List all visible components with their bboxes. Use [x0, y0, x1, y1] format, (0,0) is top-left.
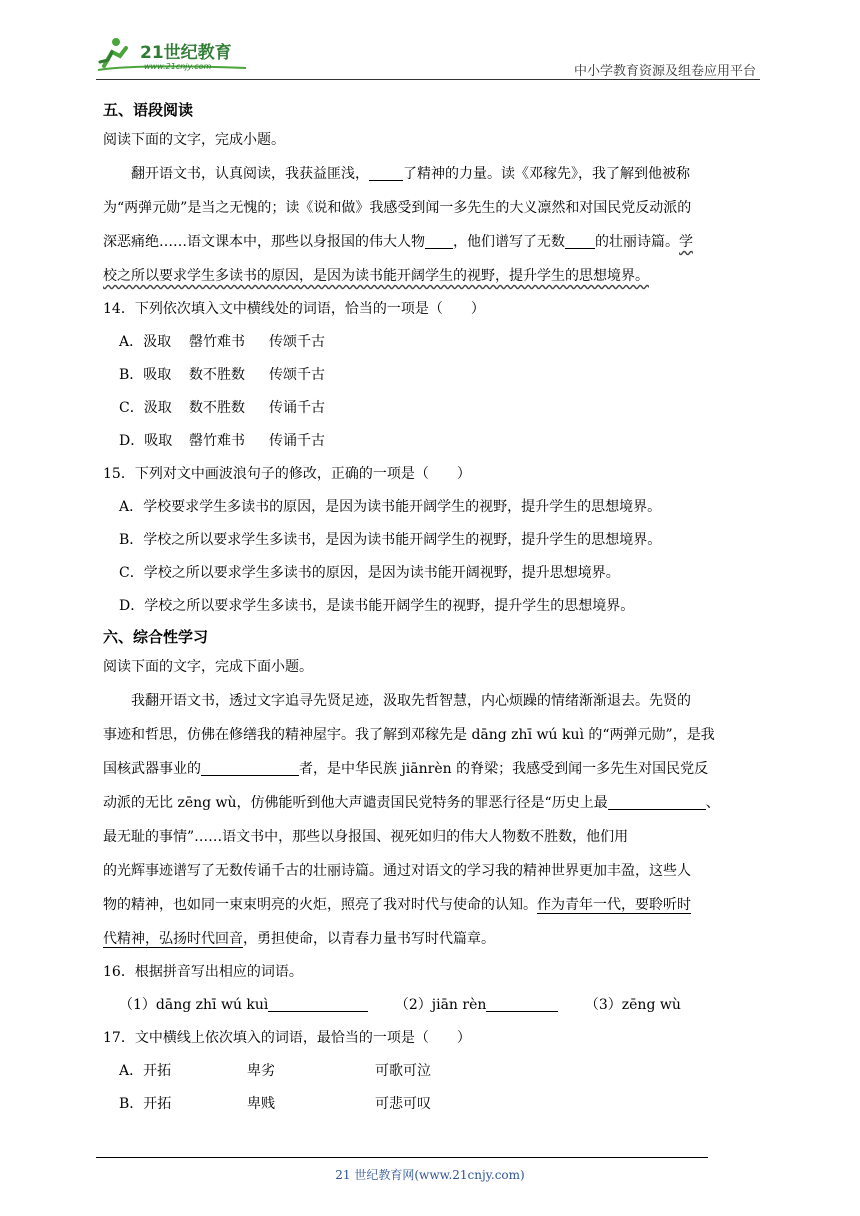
q17-option-a[interactable]: A．开拓 卑劣 可歌可泣 — [119, 1063, 431, 1079]
q15-option-d[interactable]: D．学校之所以要求学生多读书，是读书能开阔学生的视野，提升学生的思想境界。 — [119, 598, 635, 614]
q16-item-2: （2）jiān rèn — [394, 997, 487, 1013]
q17-stem: 17．文中横线上依次填入的词语，最恰当的一项是（ ） — [103, 1030, 471, 1046]
passage-line: 为“两弹元勋”是当之无愧的；读《说和做》我感受到闻一多先生的大义凛然和对国民党反动派的 — [103, 200, 692, 216]
q15-stem: 15．下列对文中画波浪句子的修改，正确的一项是（ ） — [103, 466, 471, 482]
q14-option-b[interactable]: B．吸取 数不胜数 传颂千古 — [119, 367, 325, 383]
q15-option-b[interactable]: B．学校之所以要求学生多读书，是因为读书能开阔学生的视野，提升学生的思想境界。 — [119, 532, 662, 548]
q16-item-1: （1）dāng zhī wú kuì — [119, 997, 269, 1013]
answer-blank[interactable] — [486, 995, 558, 1012]
passage-line: 最无耻的事情”……语文书中，那些以身报国、视死如归的伟大人物数不胜数，他们用 — [103, 829, 629, 845]
passage-line: 动派的无比 zēng wù，仿佛能听到他大声谴责国民党特务的罪恶行径是“历史上最 、 — [103, 795, 720, 811]
fill-blank[interactable] — [565, 232, 595, 249]
passage-line — [103, 259, 763, 293]
passage-line: 我翻开语文书，透过文字追寻先贤足迹，汲取先哲智慧，内心烦躁的情绪渐渐退去。先贤的 — [131, 693, 691, 709]
fill-blank[interactable] — [608, 793, 706, 810]
answer-blank[interactable] — [268, 995, 368, 1012]
fill-blank[interactable] — [369, 164, 403, 181]
q15-option-c[interactable]: C．学校之所以要求学生多读书的原因，是因为读书能开阔视野，提升思想境界。 — [119, 565, 620, 581]
wavy-sentence: 学 — [679, 234, 693, 250]
underlined-sentence: 作为青年一代，要聆听时 — [537, 897, 691, 913]
platform-name: 中小学教育资源及组卷应用平台 — [573, 64, 756, 79]
runner-logo-icon — [96, 36, 256, 76]
passage-line: 物的精神，也如同一束束明亮的火炬，照亮了我对时代与使命的认知。作为青年一代，要聆听时 — [103, 897, 691, 913]
passage-line: 翻开语文书，认真阅读，我获益匪浅， 了精神的力量。读《邓稼先》，我了解到他被称 — [131, 166, 690, 182]
q15-option-a[interactable]: A．学校要求学生多读书的原因，是因为读书能开阔学生的视野，提升学生的思想境界。 — [119, 499, 662, 515]
page-content — [103, 96, 763, 1121]
q16-items — [103, 989, 763, 1022]
wavy-sentence: 校之所以要求学生多读书的原因，是因为读书能开阔学生的视野，提升学生的思想境界。 — [103, 268, 649, 284]
footer-text: 21 世纪教育网(www.21cnjy.com) — [335, 1168, 525, 1182]
q16-stem: 16．根据拼音写出相应的词语。 — [103, 964, 303, 980]
q17-option-b[interactable]: B．开拓 卑贱 可悲可叹 — [119, 1096, 431, 1112]
passage-line: 深恶痛绝……语文课本中，那些以身报国的伟大人物 ，他们谱写了无数 的壮丽诗篇。学 — [103, 234, 693, 250]
q16-item-3: （3）zēng wù — [584, 997, 681, 1013]
header-divider — [96, 79, 760, 80]
section6-instruction: 阅读下面的文字，完成下面小题。 — [103, 659, 313, 675]
logo-url: www.21cnjy.com — [144, 62, 212, 71]
section6-passage — [103, 684, 763, 956]
passage-line: 代精神，弘扬时代回音，勇担使命，以青春力量书写时代篇章。 — [103, 931, 495, 947]
passage-line: 的光辉事迹谱写了无数传诵千古的壮丽诗篇。通过对语文的学习我的精神世界更加丰盈，这些人 — [103, 863, 691, 879]
passage-line: 国核武器事业的 者，是中华民族 jiānrèn 的脊梁；我感受到闻一多先生对国民党反 — [103, 761, 709, 777]
fill-blank[interactable] — [425, 232, 453, 249]
q14-option-c[interactable]: C．汲取 数不胜数 传诵千古 — [119, 400, 325, 416]
q14-option-a[interactable]: A．汲取 罄竹难书 传颂千古 — [119, 334, 325, 350]
section5-passage — [103, 157, 763, 293]
site-logo — [96, 36, 256, 76]
section6-title: 六、综合性学习 — [103, 628, 209, 646]
passage-line: 事迹和哲思，仿佛在修缮我的精神屋宇。我了解到邓稼先是 dāng zhī wú kuì 的“两弹元勋”，是我 — [103, 727, 715, 743]
fill-blank[interactable] — [201, 759, 299, 776]
section5-title: 五、语段阅读 — [103, 101, 194, 119]
q14-stem: 14．下列依次填入文中横线处的词语，恰当的一项是（ ） — [103, 301, 485, 317]
q14-option-d[interactable]: D．吸取 罄竹难书 传诵千古 — [119, 433, 325, 449]
footer-divider — [96, 1157, 708, 1158]
section5-instruction: 阅读下面的文字，完成小题。 — [103, 132, 285, 148]
underlined-sentence: 代精神，弘扬时代回音 — [103, 931, 243, 947]
logo-text: 21世纪教育 — [140, 43, 232, 63]
